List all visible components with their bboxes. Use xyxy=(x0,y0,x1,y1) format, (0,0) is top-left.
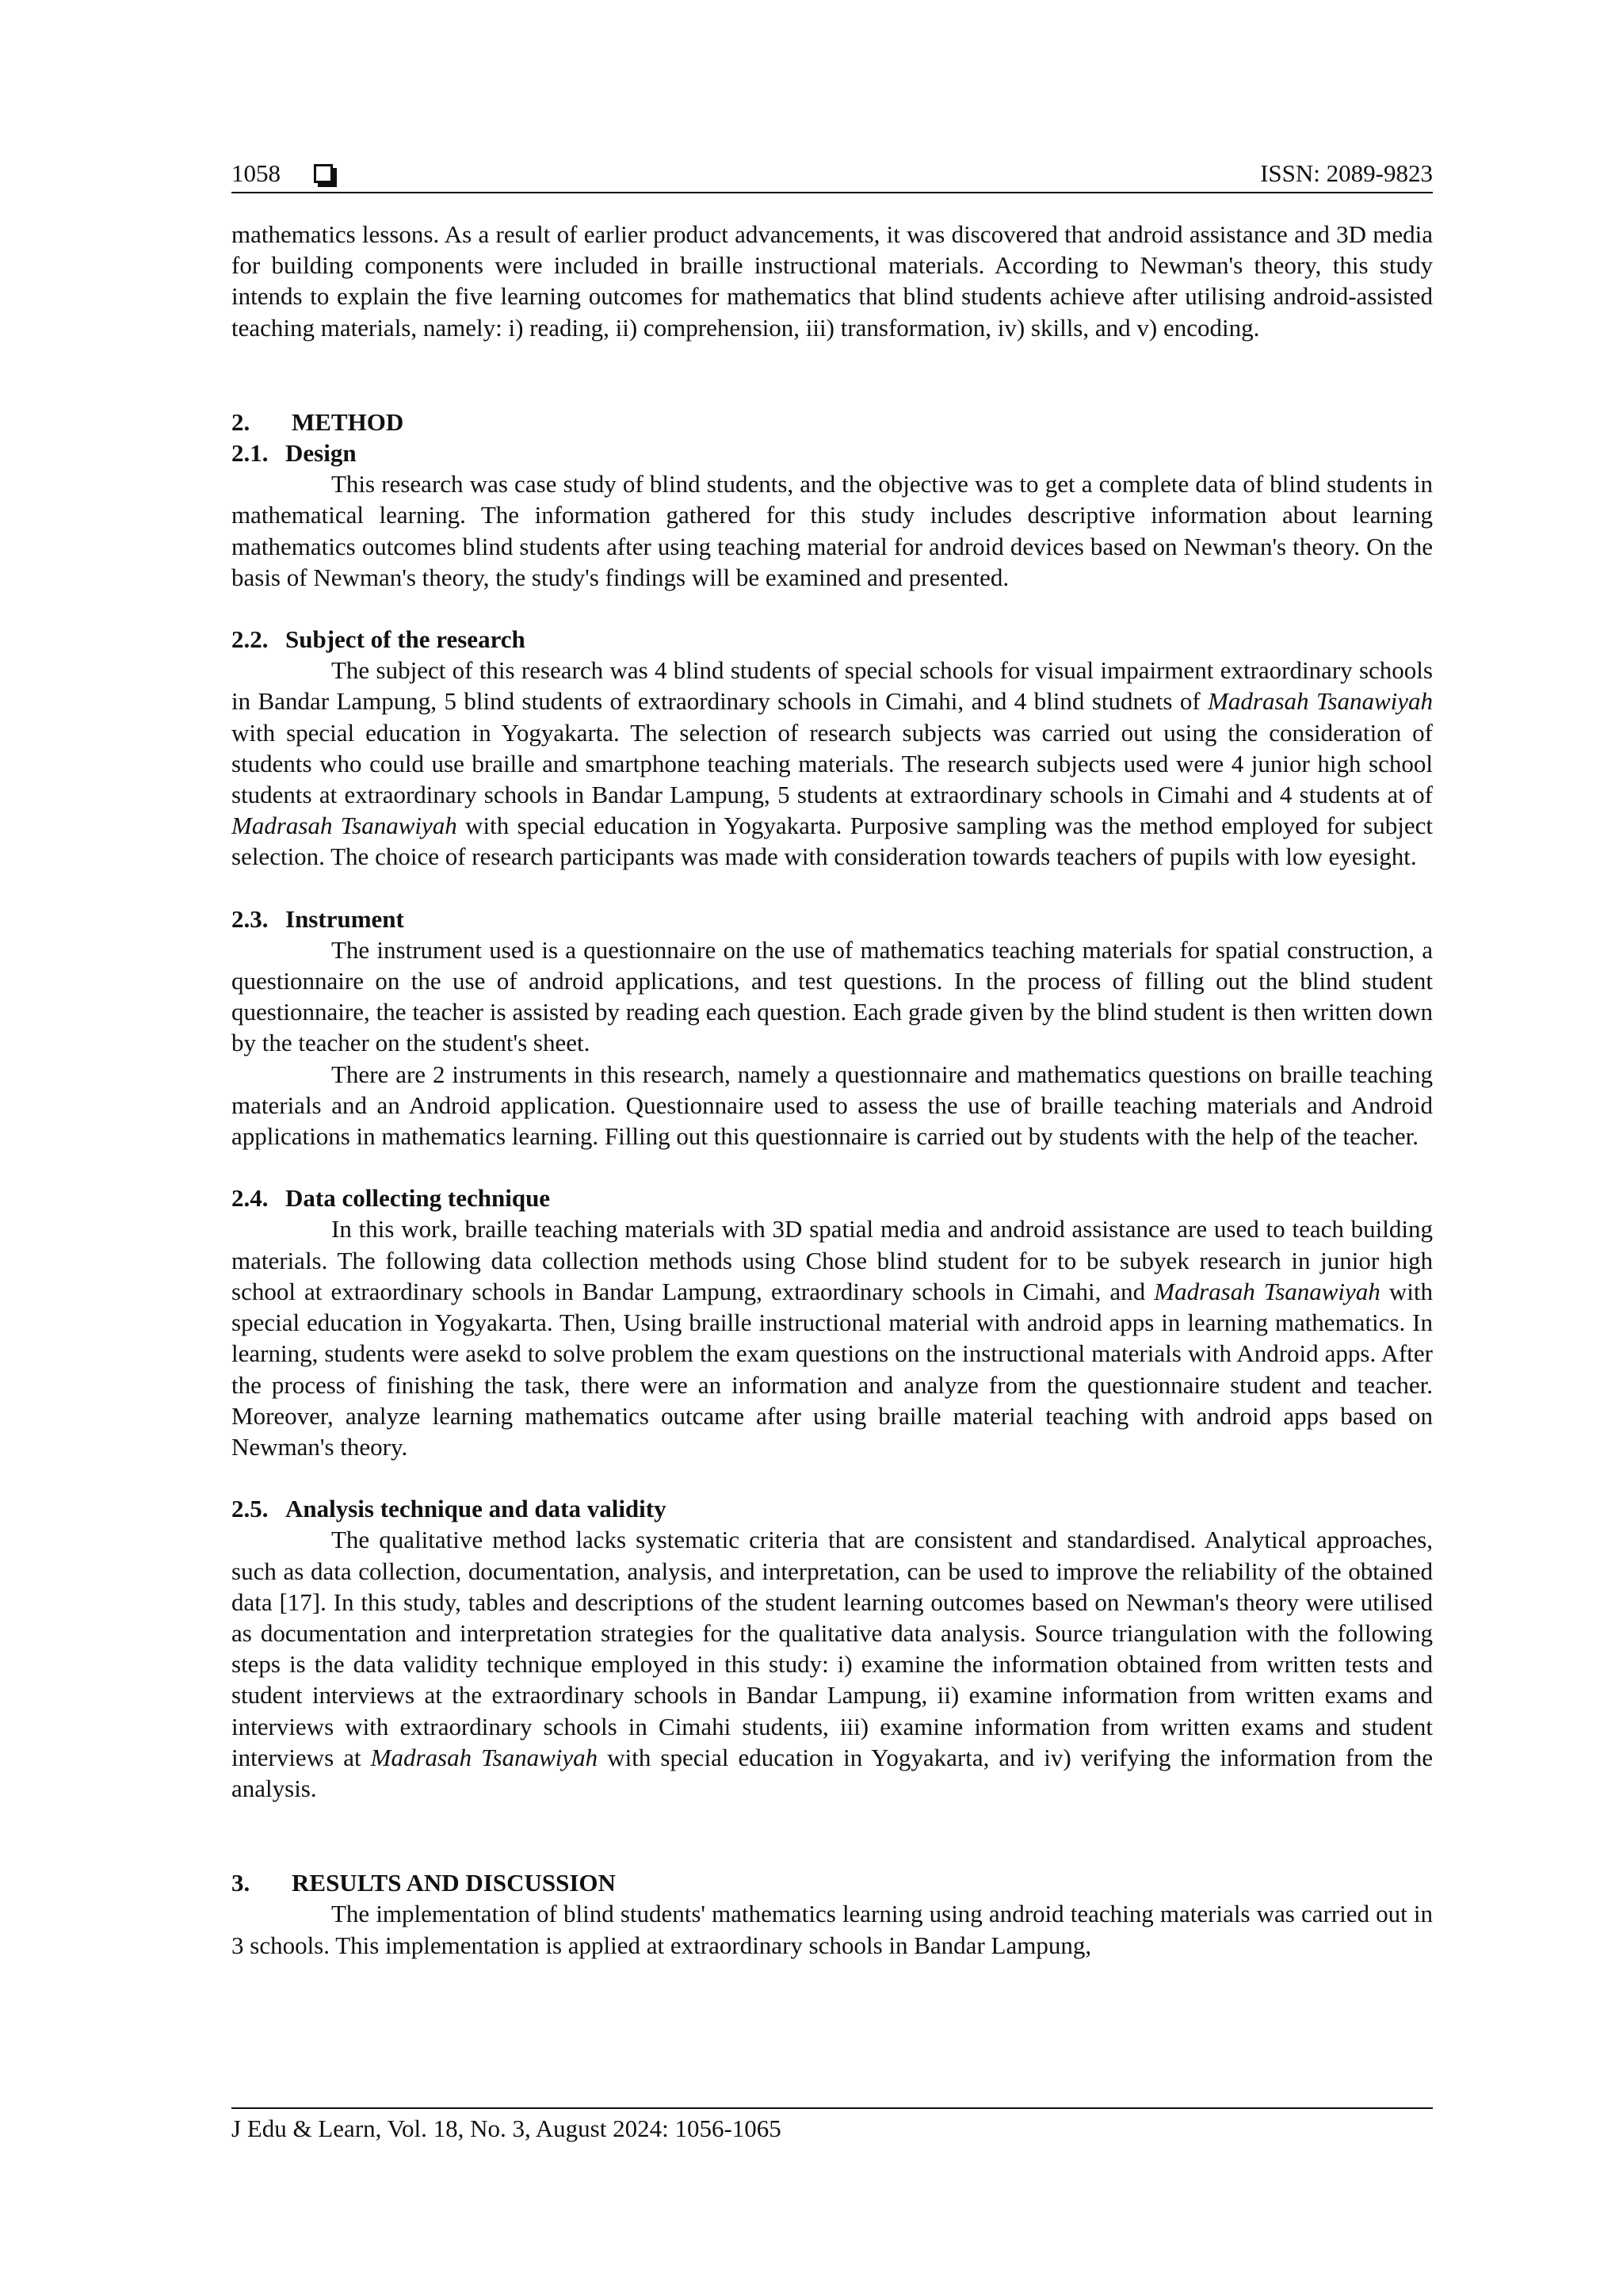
footer-rule xyxy=(231,2107,1433,2109)
page-number: 1058 xyxy=(231,159,281,187)
subsection-subject-heading xyxy=(231,624,1433,655)
italic-term: Madrasah Tsanawiyah xyxy=(231,812,457,840)
spacer xyxy=(231,343,1433,407)
text-run: with special education in Yogyakarta. The selection of research subjects was carried out using the consideration of students who could use braille and smartphone teaching materials. The research subjects used were 4 junior high school students at extraordinary schools in Bandar Lampung, 5 students at extraordinary schools in Cimahi and 4 students at of xyxy=(231,718,1433,809)
data-collecting-paragraph xyxy=(231,1213,1433,1462)
spacer xyxy=(231,873,1433,904)
subsection-analysis-heading xyxy=(231,1493,1433,1524)
page-footer xyxy=(231,2113,1433,2145)
spacer xyxy=(231,593,1433,624)
instrument-paragraph-1: The instrument used is a questionnaire on the use of mathematics teaching materials for spatial construction, a questionnaire on the use of android applications, and test questions. In the process of filling out the blind student questionnaire, the teacher is assisted by reading each question. Each grade given by the blind student is then written down by the teacher on the student's sheet. xyxy=(231,935,1433,1057)
journal-citation: J Edu & Learn, Vol. 18, No. 3, August 2024: 1056-1065 xyxy=(231,2115,781,2142)
spacer xyxy=(231,1804,1433,1867)
subsection-number: 2.3. xyxy=(231,904,269,933)
subsection-number: 2.2. xyxy=(231,625,269,654)
intro-paragraph: mathematics lessons. As a result of earlier product advancements, it was discovered that android assistance and 3D media for building components were included in braille instructional materials. According to Newman's theory, this study intends to explain the five learning outcomes for mathematics that blind students achieve after utilising android-assisted teaching materials, namely: i) reading, ii) comprehension, iii) transformation, iv) skills, and v) encoding. xyxy=(231,220,1433,342)
section-number: 2. xyxy=(231,407,250,436)
subsection-design-heading xyxy=(231,437,1433,468)
instrument-paragraph-2: There are 2 instruments in this research, namely a questionnaire and mathematics questions on braille teaching materials and an Android application. Questionnaire used to assess the use of braille teaching materials and Android applications in mathematics learning. Filling out this questionnaire is carried out by students with the help of the teacher. xyxy=(231,1060,1433,1151)
subject-paragraph xyxy=(231,655,1433,872)
text-run: with special education in Yogyakarta, and iv) verifying the information from the analysis. xyxy=(231,1743,1433,1802)
results-paragraph: The implementation of blind students' mathematics learning using android teaching materials was carried out in 3 schools. This implementation is applied at extraordinary schools in Bandar Lampung, xyxy=(231,1900,1433,1959)
spacer xyxy=(231,1462,1433,1493)
body-text xyxy=(231,219,1433,1961)
italic-term: Madrasah Tsanawiyah xyxy=(1154,1277,1381,1305)
header-rule xyxy=(231,192,1433,193)
text-run: In this work, braille teaching materials with 3D spatial media and android assistance are used to teach building materials. The following data collection methods using Chose blind student for to be subyek research in junior high school at extraordinary schools in Bandar Lampung, extraordinary schools in Cimahi, and xyxy=(231,1215,1433,1305)
subsection-title: Instrument xyxy=(285,904,404,933)
italic-term: Madrasah Tsanawiyah xyxy=(1208,687,1433,716)
text-run: The subject of this research was 4 blind students of special schools for visual impairment extraordinary schools in Bandar Lampung, 5 blind students of extraordinary schools in Cimahi, and 4 blind studnets of xyxy=(231,656,1433,716)
analysis-paragraph xyxy=(231,1524,1433,1804)
italic-term: Madrasah Tsanawiyah xyxy=(370,1743,598,1771)
text-run: with special education in Yogyakarta. Then, Using braille instructional material with android apps in learning mathematics. In learning, students were asekd to solve problem the exam questions on the instructional materials with Android apps. After the process of finishing the task, there were an information and analyze from the questionnaire student and teacher. Moreover, analyze learning mathematics outcame after using braille material teaching with android apps based on Newman's theory. xyxy=(231,1277,1434,1461)
subsection-data-collecting-heading xyxy=(231,1182,1433,1213)
spacer xyxy=(231,1152,1433,1182)
subsection-number: 2.1. xyxy=(231,439,269,468)
square-box-icon xyxy=(314,164,333,183)
subsection-title: Design xyxy=(285,439,357,468)
text-run: The qualitative method lacks systematic criteria that are consistent and standardised. Analytical approaches, such as data collection, documentation, analysis, and interpretation, can be used to improve the reliability of the obtained data [17]. In this study, tables and descriptions of the student learning outcomes based on Newman's theory were utilised as documentation and interpretation strategies for the qualitative data analysis. Source triangulation with the following steps is the data validity technique employed in this study: i) examine the information obtained from written tests and student interviews at the extraordinary schools in Bandar Lampung, ii) examine information from written exams and interviews with extraordinary schools in Cimahi students, iii) examine information from written exams and student interviews at xyxy=(231,1526,1433,1771)
section-results-heading xyxy=(231,1867,1433,1898)
section-title: RESULTS AND DISCUSSION xyxy=(292,1869,616,1897)
subsection-title: Data collecting technique xyxy=(285,1184,551,1213)
text-run: with special education in Yogyakarta. Purposive sampling was the method employed for subject selection. The choice of research participants was made with consideration towards teachers of pupils with low eyesight. xyxy=(231,812,1433,871)
subsection-number: 2.4. xyxy=(231,1184,269,1213)
section-method-heading xyxy=(231,407,1433,437)
subsection-title: Subject of the research xyxy=(285,625,525,654)
page-header xyxy=(231,155,1433,192)
section-title: METHOD xyxy=(292,407,404,436)
subsection-title: Analysis technique and data validity xyxy=(285,1495,666,1523)
header-left xyxy=(231,159,338,188)
subsection-instrument-heading xyxy=(231,904,1433,934)
issn: ISSN: 2089-9823 xyxy=(1260,159,1433,187)
section-number: 3. xyxy=(231,1869,250,1897)
subsection-number: 2.5. xyxy=(231,1495,269,1523)
design-paragraph: This research was case study of blind students, and the objective was to get a complete data of blind students in mathematical learning. The information gathered for this study includes descriptive information about learning mathematics outcomes blind students after using teaching material for android devices based on Newman's theory. On the basis of Newman's theory, the study's findings will be examined and presented. xyxy=(231,470,1433,591)
